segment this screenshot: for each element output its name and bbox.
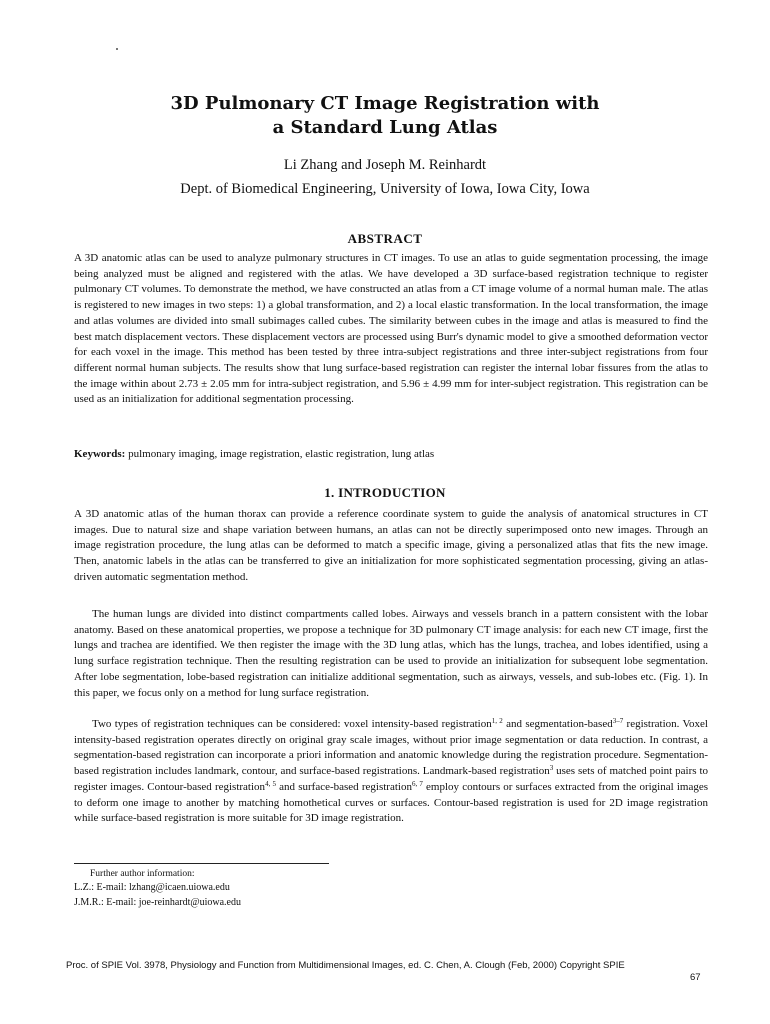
paper-title [0,92,770,140]
intro-paragraph-1: A 3D anatomic atlas of the human thorax can provide a reference coordinate system to guide the analysis of anatomical structures in CT images. Due to natural size and shape variation between humans, an atlas can not be directly superimposed onto new images. Through an image registration procedure, the lung atlas can be deformed to match a specific image, giving a personalized atlas that fits the new image. Then, anatomic labels in the atlas can be transferred to give an initialization for more sophisticated segmentation processing, giving an atlas-driven automatic segmentation method. [74,508,708,583]
abstract-text: A 3D anatomic atlas can be used to analyze pulmonary structures in CT images. To use an atlas to guide segmentation processing, the image being analyzed must be aligned and registered with the atlas. We have developed a 3D surface-based registration technique to register pulmonary CT volumes. To demonstrate the method, we have constructed an atlas from a CT image volume of a normal human male. The atlas is registered to new images in two steps: 1) a global transformation, and 2) a local elastic transformation. In the local transformation, the image and atlas volumes are divided into small subimages called cubes. The similarity between cubes in the image and atlas is measured to find the best match displacement vectors. These displacement vectors are processed using Burr's dynamic model to give a smoothed deformation vector for each voxel in the image. This method has been tested by three intra-subject registrations and three inter-subject registrations from four different normal human subjects. The results show that lung surface-based registration can register the internal lobar fissures from the atlas to the image within about 2.73 ± 2.05 mm for intra-subject registration, and 5.96 ± 4.99 mm for inter-subject registration. This registration can be used as an initialization for additional segmentation processing. [74,252,708,406]
proceedings-citation: Proc. of SPIE Vol. 3978, Physiology and Function from Multidimensional Images, ed. C. Chen, A. Clough (Feb, 2000) Copyright SPIE [66,960,625,971]
abstract-heading: ABSTRACT [347,231,423,246]
p3-text-2: and segmentation-based [502,718,613,730]
scan-speck [116,48,118,50]
keywords-text: pulmonary imaging, image registration, elastic registration, lung atlas [128,448,435,460]
introduction-heading: 1. INTRODUCTION [324,485,446,500]
title-line-1: 3D Pulmonary CT Image Registration with [170,93,600,114]
footnote-author-info: Further author information: [90,869,195,879]
citation-ref: 3 [549,764,554,773]
footnote-rule [74,863,329,864]
affiliation: Dept. of Biomedical Engineering, University of Iowa, Iowa City, Iowa [180,181,590,197]
citation-ref: 1, 2 [491,717,503,725]
citation-ref: 4, 5 [265,779,276,788]
p3-text-4: uses sets of matched point pairs to register images. Contour-based registration [74,765,709,793]
p3-text-6: employ contours or surfaces extracted from the original images to deform one image to another by matching homothetical curves or surfaces. Contour-based registration is used for 2D image registration while surface-based registration is more suitable for 3D image registration. [74,780,708,825]
p3-text-3: registration. Voxel intensity-based registration operates directly on original gray scale images, without prior image segmentation or data reduction. In contrast, a segmentation-based registration can incorporate a priori information and anatomic knowledge during the registration procedure. Segmentation-based registration includes landmark, contour, and surface-based registrations. Landmark-based registration [74,718,708,778]
footnote-email-lz: L.Z.: E-mail: lzhang@icaen.uiowa.edu [74,882,230,893]
authors: Li Zhang and Joseph M. Reinhardt [283,157,487,173]
intro-paragraph-3 [74,717,708,827]
page-number: 67 [690,972,701,983]
keywords [74,447,708,463]
citation-ref: 6, 7 [411,779,423,788]
footnote-email-jmr: J.M.R.: E-mail: joe-reinhardt@uiowa.edu [74,897,241,908]
p3-text-5: and surface-based registration [275,780,412,793]
citation-ref: 3–7 [612,717,624,725]
p3-text-1: Two types of registration techniques can be considered: voxel intensity-based registration [92,718,492,730]
title-line-2: a Standard Lung Atlas [272,117,498,138]
keywords-label: Keywords: [74,448,126,460]
intro-paragraph-2: The human lungs are divided into distinct compartments called lobes. Airways and vessels branch in a pattern consistent with the lobar anatomy. Based on these anatomical properties, we propose a technique for 3D pulmonary CT image analysis: for each new CT image, first the lungs and trachea are identified. We then register the image with the 3D lung atlas, which has the lungs, trachea, and lobes identified, using a lung surface registration technique. Then the resulting registration can be used to provide an initialization for subsequent lobe segmentation. After lobe segmentation, lobe-based registration can initialize additional segmentation, such as airways, vessels, and sub-lobes etc. (Fig. 1). In this paper, we focus only on a method for lung surface registration. [74,608,708,699]
